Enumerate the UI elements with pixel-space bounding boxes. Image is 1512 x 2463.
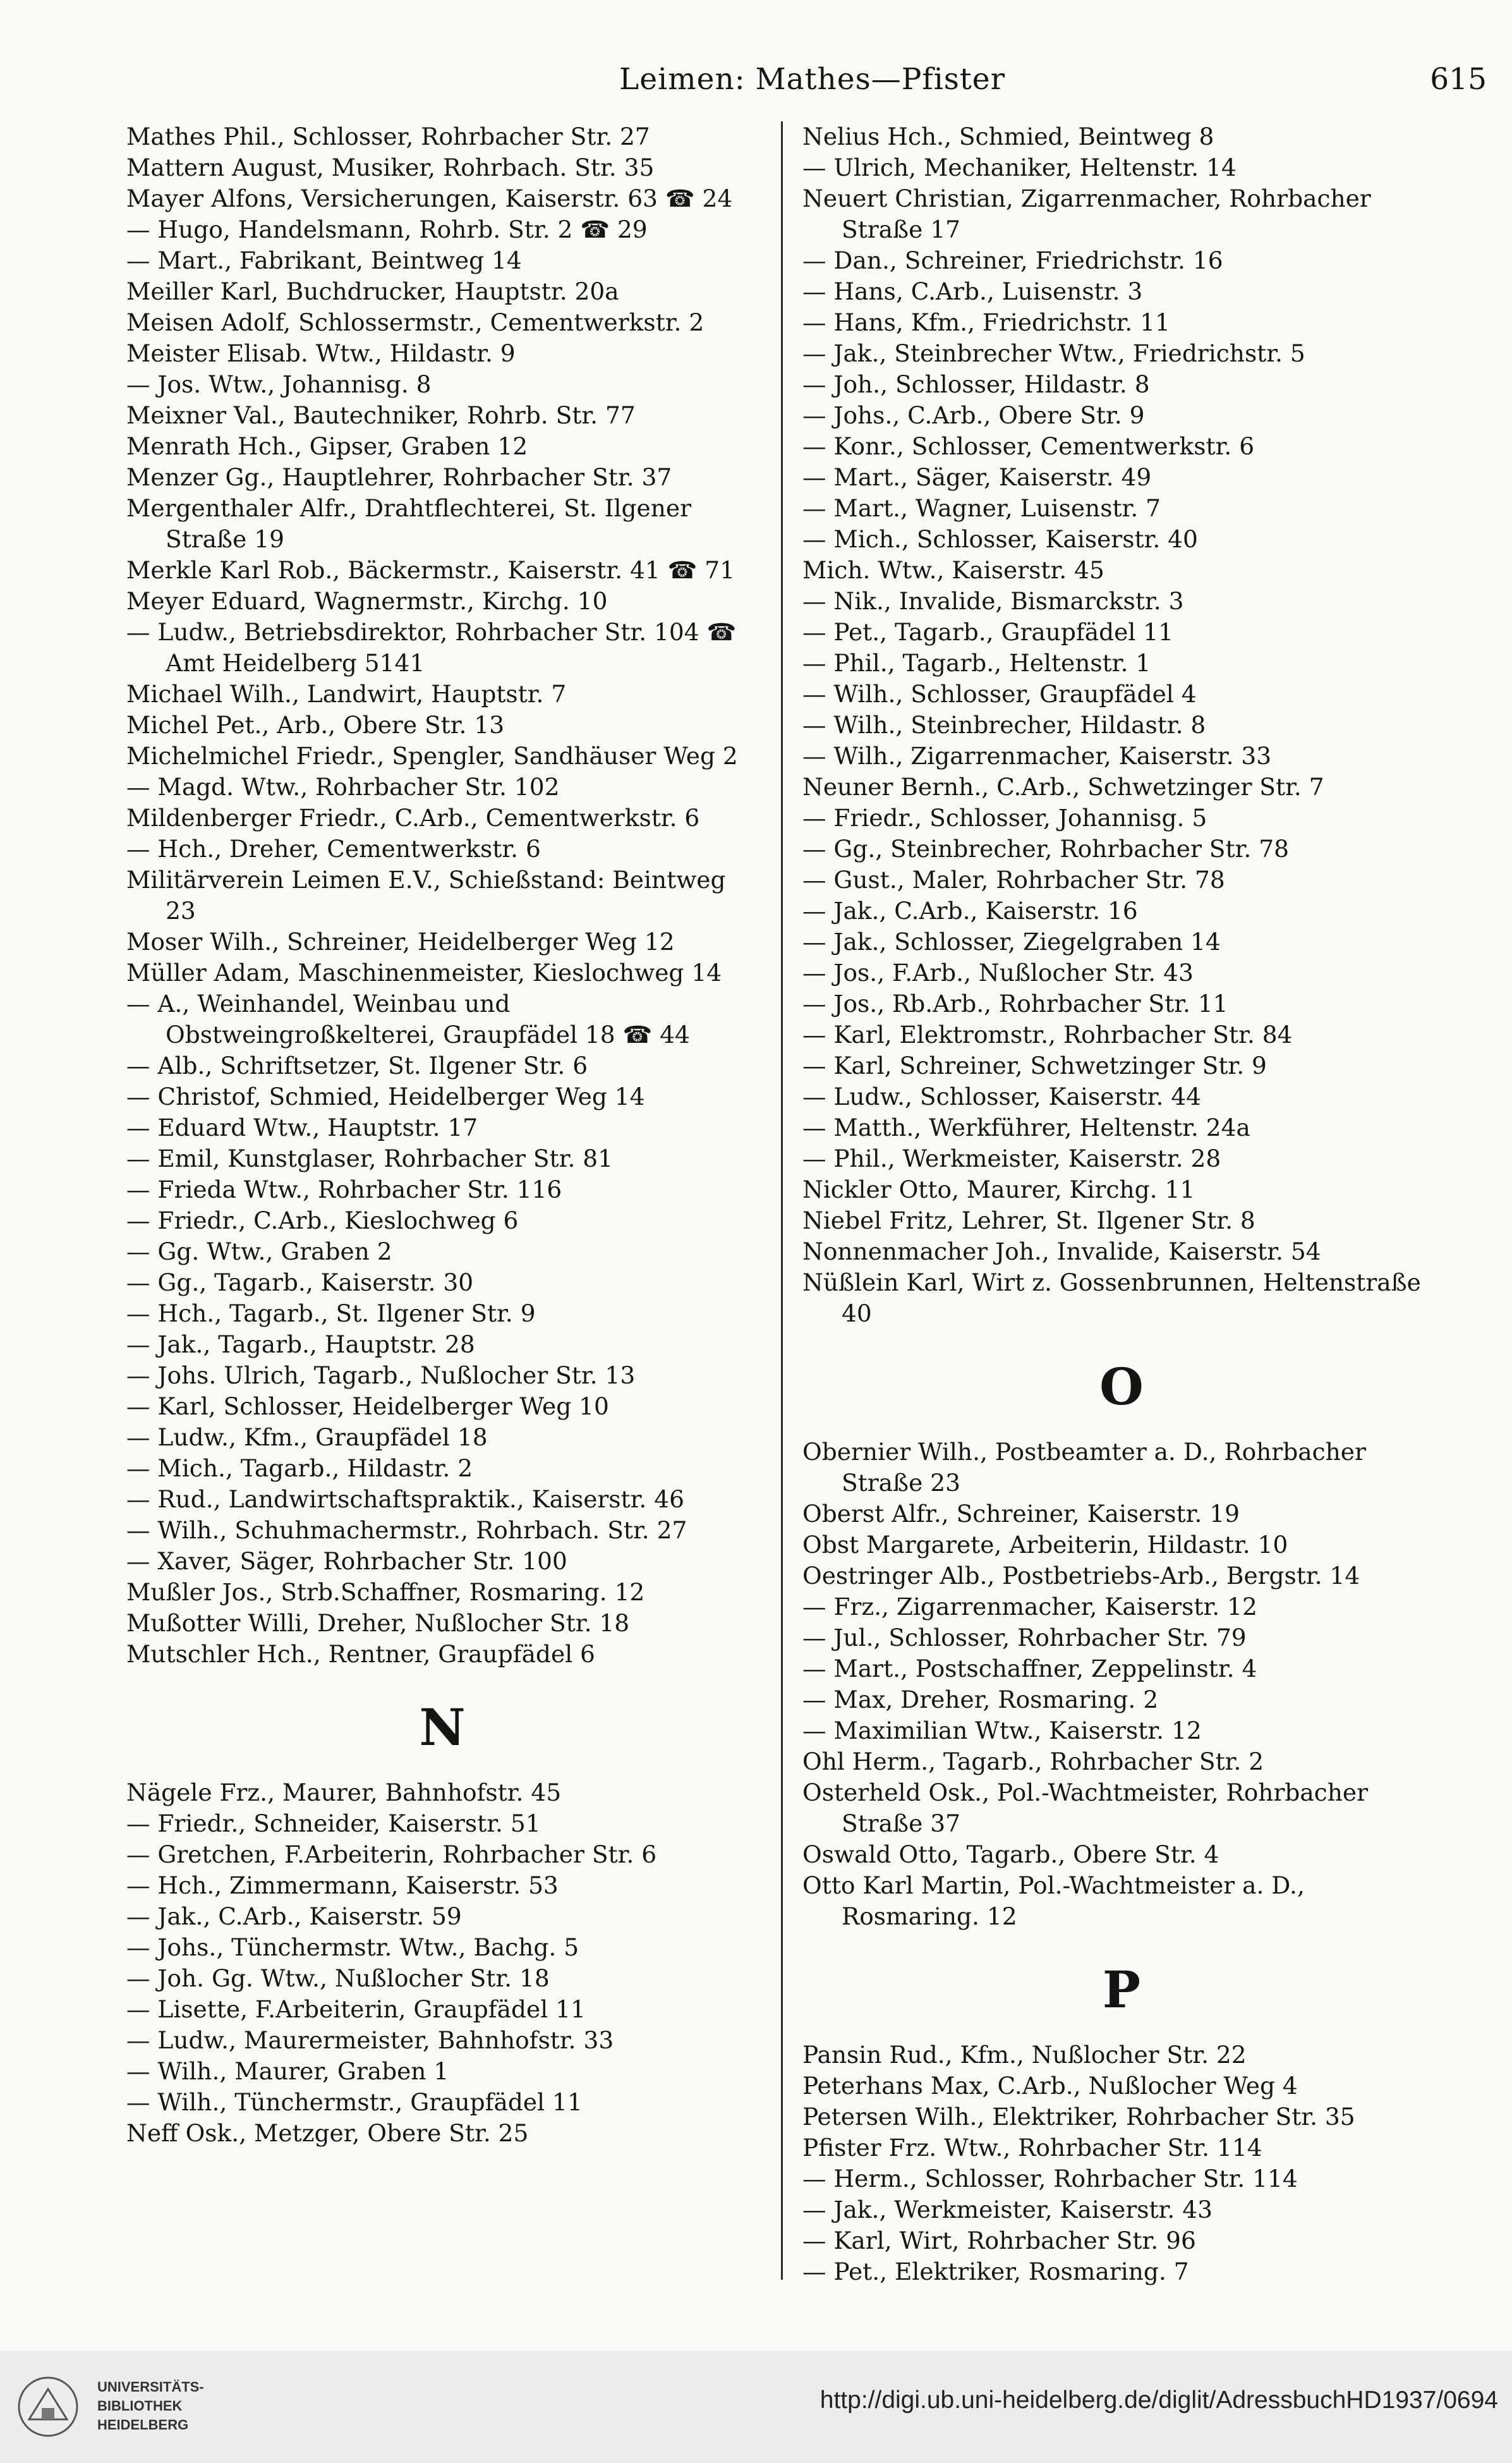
directory-entry: Moser Wilh., Schreiner, Heidelberger Weg 12 xyxy=(126,928,675,956)
directory-entry: Meyer Eduard, Wagnermstr., Kirchg. 10 xyxy=(126,587,608,615)
directory-entry: — Mart., Postschaffner, Zeppelinstr. 4 xyxy=(802,1655,1257,1682)
directory-entry: — Jak., C.Arb., Kaiserstr. 16 xyxy=(802,897,1138,925)
directory-entry: Pfister Frz. Wtw., Rohrbacher Str. 114 xyxy=(802,2134,1262,2162)
directory-entry: — Karl, Wirt, Rohrbacher Str. 96 xyxy=(802,2227,1196,2254)
directory-entry: — Johs., C.Arb., Obere Str. 9 xyxy=(802,401,1145,429)
directory-entry: — Gust., Maler, Rohrbacher Str. 78 xyxy=(802,866,1225,894)
directory-entry: — Eduard Wtw., Hauptstr. 17 xyxy=(126,1114,478,1141)
page-number: 615 xyxy=(1430,62,1487,97)
directory-entry: Oberst Alfr., Schreiner, Kaiserstr. 19 xyxy=(802,1500,1240,1528)
directory-entry: Nickler Otto, Maurer, Kirchg. 11 xyxy=(802,1176,1195,1203)
directory-entry: Pansin Rud., Kfm., Nußlocher Str. 22 xyxy=(802,2041,1247,2069)
directory-entry: — Gg., Tagarb., Kaiserstr. 30 xyxy=(126,1268,474,1296)
directory-entry: — Hans, Kfm., Friedrichstr. 11 xyxy=(802,308,1170,336)
directory-entry: — Jos. Wtw., Johannisg. 8 xyxy=(126,370,432,398)
directory-entry: Mußotter Willi, Dreher, Nußlocher Str. 18 xyxy=(126,1609,630,1637)
directory-entry: — Friedr., C.Arb., Kieslochweg 6 xyxy=(126,1207,519,1234)
source-url-link[interactable]: http://digi.ub.uni-heidelberg.de/diglit/AdressbuchHD1937/0694 xyxy=(820,2387,1498,2414)
directory-entry: — Wilh., Schlosser, Graupfädel 4 xyxy=(802,680,1197,708)
directory-entry: — Xaver, Säger, Rohrbacher Str. 100 xyxy=(126,1547,567,1575)
directory-entry: — Magd. Wtw., Rohrbacher Str. 102 xyxy=(126,773,560,801)
directory-entry: Nonnenmacher Joh., Invalide, Kaiserstr. 54 xyxy=(802,1238,1321,1265)
directory-entry: Michel Pet., Arb., Obere Str. 13 xyxy=(126,711,505,739)
directory-entry: — Matth., Werkführer, Heltenstr. 24a xyxy=(802,1114,1250,1141)
directory-entry: Menrath Hch., Gipser, Graben 12 xyxy=(126,432,528,460)
directory-entry: Mildenberger Friedr., C.Arb., Cementwerkstr. 6 xyxy=(126,804,700,832)
directory-entry: — Mart., Fabrikant, Beintweg 14 xyxy=(126,246,522,274)
page-header xyxy=(0,62,1512,113)
footer-bar xyxy=(0,2351,1512,2463)
directory-entry: — Frz., Zigarrenmacher, Kaiserstr. 12 xyxy=(802,1593,1257,1621)
directory-entry: — Jak., Werkmeister, Kaiserstr. 43 xyxy=(802,2196,1213,2223)
directory-entry: Peterhans Max, C.Arb., Nußlocher Weg 4 xyxy=(802,2072,1298,2100)
directory-entry: Obst Margarete, Arbeiterin, Hildastr. 10 xyxy=(802,1531,1288,1559)
logo-line: UNIVERSITÄTS- xyxy=(97,2379,204,2395)
directory-entry: Mußler Jos., Strb.Schaffner, Rosmaring. 12 xyxy=(126,1578,645,1606)
directory-entry: Mergenthaler Alfr., Drahtflechterei, St. Ilgener Straße 19 xyxy=(126,494,692,553)
directory-entry: — Karl, Schlosser, Heidelberger Weg 10 xyxy=(126,1392,609,1420)
directory-entry: — Gg. Wtw., Graben 2 xyxy=(126,1238,392,1265)
directory-entry: — Nik., Invalide, Bismarckstr. 3 xyxy=(802,587,1184,615)
directory-entry: — Friedr., Schlosser, Johannisg. 5 xyxy=(802,804,1207,832)
directory-entry: — Phil., Werkmeister, Kaiserstr. 28 xyxy=(802,1145,1221,1172)
directory-entry: — Hugo, Handelsmann, Rohrb. Str. 2 ☎ 29 xyxy=(126,216,648,243)
directory-entry: — Hans, C.Arb., Luisenstr. 3 xyxy=(802,277,1143,305)
directory-entry: — Pet., Tagarb., Graupfädel 11 xyxy=(802,618,1173,646)
directory-entry: — Mich., Tagarb., Hildastr. 2 xyxy=(126,1454,473,1482)
entry-list xyxy=(126,1777,758,2149)
directory-entry: Mathes Phil., Schlosser, Rohrbacher Str. 27 xyxy=(126,123,650,150)
directory-entry: — Wilh., Steinbrecher, Hildastr. 8 xyxy=(802,711,1206,739)
logo-line: HEIDELBERG xyxy=(97,2417,189,2433)
section-letter-n: N xyxy=(419,1698,466,1757)
directory-entry: — Mart., Wagner, Luisenstr. 7 xyxy=(802,494,1161,522)
directory-entry: — Johs., Tünchermstr. Wtw., Bachg. 5 xyxy=(126,1933,579,1961)
entry-list xyxy=(802,2040,1441,2287)
directory-entry: — Ludw., Kfm., Graupfädel 18 xyxy=(126,1423,488,1451)
directory-entry: — Herm., Schlosser, Rohrbacher Str. 114 xyxy=(802,2165,1298,2192)
directory-entry: Mattern August, Musiker, Rohrbach. Str. 35 xyxy=(126,154,655,181)
directory-entry: — Ludw., Maurermeister, Bahnhofstr. 33 xyxy=(126,2026,614,2054)
directory-entry: — Jak., Schlosser, Ziegelgraben 14 xyxy=(802,928,1221,956)
directory-entry: Osterheld Osk., Pol.-Wachtmeister, Rohrbacher Straße 37 xyxy=(802,1779,1369,1837)
directory-entry: — Karl, Schreiner, Schwetzinger Str. 9 xyxy=(802,1052,1267,1079)
directory-entry: Mayer Alfons, Versicherungen, Kaiserstr. 63 ☎ 24 xyxy=(126,185,733,212)
directory-entry: — Jos., Rb.Arb., Rohrbacher Str. 11 xyxy=(802,990,1228,1018)
directory-entry: Meister Elisab. Wtw., Hildastr. 9 xyxy=(126,339,516,367)
directory-entry: — Gg., Steinbrecher, Rohrbacher Str. 78 xyxy=(802,835,1289,863)
logo-text xyxy=(97,2378,204,2435)
section-letter-o: O xyxy=(1099,1357,1144,1416)
directory-entry: Ohl Herm., Tagarb., Rohrbacher Str. 2 xyxy=(802,1748,1264,1775)
directory-entry: — Mich., Schlosser, Kaiserstr. 40 xyxy=(802,525,1198,553)
directory-entry: — Ulrich, Mechaniker, Heltenstr. 14 xyxy=(802,154,1237,181)
directory-entry: — Ludw., Schlosser, Kaiserstr. 44 xyxy=(802,1083,1202,1110)
directory-entry: Müller Adam, Maschinenmeister, Kieslochweg 14 xyxy=(126,959,722,987)
library-logo xyxy=(16,2375,204,2438)
directory-entry: — Johs. Ulrich, Tagarb., Nußlocher Str. 13 xyxy=(126,1361,636,1389)
directory-entry: — Jak., Steinbrecher Wtw., Friedrichstr. 5 xyxy=(802,339,1305,367)
directory-entry: Oswald Otto, Tagarb., Obere Str. 4 xyxy=(802,1840,1219,1868)
directory-entry: — Wilh., Zigarrenmacher, Kaiserstr. 33 xyxy=(802,742,1272,770)
directory-entry: — Gretchen, F.Arbeiterin, Rohrbacher Str. 6 xyxy=(126,1840,657,1868)
running-head: Leimen: Mathes—Pfister xyxy=(619,62,1006,97)
directory-entry: — Karl, Elektromstr., Rohrbacher Str. 84 xyxy=(802,1021,1293,1049)
directory-entry: — Ludw., Betriebsdirektor, Rohrbacher Str. 104 ☎ Amt Heidelberg 5141 xyxy=(126,618,737,677)
directory-entry: — Jul., Schlosser, Rohrbacher Str. 79 xyxy=(802,1624,1247,1651)
directory-entry: — Lisette, F.Arbeiterin, Graupfädel 11 xyxy=(126,1995,586,2023)
left-column xyxy=(126,121,758,2149)
directory-entry: Niebel Fritz, Lehrer, St. Ilgener Str. 8 xyxy=(802,1207,1255,1234)
directory-entry: Meisen Adolf, Schlossermstr., Cementwerkstr. 2 xyxy=(126,308,705,336)
directory-entry: — Frieda Wtw., Rohrbacher Str. 116 xyxy=(126,1176,562,1203)
directory-entry: — Jos., F.Arb., Nußlocher Str. 43 xyxy=(802,959,1194,987)
directory-entry: — Christof, Schmied, Heidelberger Weg 14 xyxy=(126,1083,645,1110)
library-emblem-icon xyxy=(16,2375,86,2438)
entry-list xyxy=(802,1437,1441,1932)
directory-entry: Nüßlein Karl, Wirt z. Gossenbrunnen, Heltenstraße 40 xyxy=(802,1268,1421,1327)
directory-entry: Meiller Karl, Buchdrucker, Hauptstr. 20a xyxy=(126,277,619,305)
directory-entry: Neuert Christian, Zigarrenmacher, Rohrbacher Straße 17 xyxy=(802,185,1371,243)
directory-entry: — A., Weinhandel, Weinbau und Obstweingroßkelterei, Graupfädel 18 ☎ 44 xyxy=(126,990,690,1049)
directory-entry: — Emil, Kunstglaser, Rohrbacher Str. 81 xyxy=(126,1145,613,1172)
directory-entry: — Maximilian Wtw., Kaiserstr. 12 xyxy=(802,1717,1202,1744)
directory-entry: — Hch., Dreher, Cementwerkstr. 6 xyxy=(126,835,541,863)
directory-entry: Nelius Hch., Schmied, Beintweg 8 xyxy=(802,123,1214,150)
directory-entry: — Konr., Schlosser, Cementwerkstr. 6 xyxy=(802,432,1255,460)
directory-entry: Neff Osk., Metzger, Obere Str. 25 xyxy=(126,2119,529,2147)
directory-entry: — Wilh., Maurer, Graben 1 xyxy=(126,2057,449,2085)
directory-entry: — Phil., Tagarb., Heltenstr. 1 xyxy=(802,649,1151,677)
directory-entry: — Pet., Elektriker, Rosmaring. 7 xyxy=(802,2258,1189,2285)
directory-entry: Obernier Wilh., Postbeamter a. D., Rohrbacher Straße 23 xyxy=(802,1438,1366,1497)
directory-entry: — Wilh., Schuhmachermstr., Rohrbach. Str. 27 xyxy=(126,1516,687,1544)
directory-entry: Menzer Gg., Hauptlehrer, Rohrbacher Str. 37 xyxy=(126,463,672,491)
directory-entry: — Hch., Tagarb., St. Ilgener Str. 9 xyxy=(126,1299,536,1327)
directory-entry: — Max, Dreher, Rosmaring. 2 xyxy=(802,1686,1159,1713)
directory-entry: Michael Wilh., Landwirt, Hauptstr. 7 xyxy=(126,680,567,708)
column-divider xyxy=(781,121,783,2280)
entry-list xyxy=(126,121,758,1670)
logo-line: BIBLIOTHEK xyxy=(97,2398,183,2414)
directory-entry: Militärverein Leimen E.V., Schießstand: Beintweg 23 xyxy=(126,866,726,925)
directory-entry: Mutschler Hch., Rentner, Graupfädel 6 xyxy=(126,1640,595,1668)
directory-entry: — Hch., Zimmermann, Kaiserstr. 53 xyxy=(126,1871,559,1899)
directory-entry: Nägele Frz., Maurer, Bahnhofstr. 45 xyxy=(126,1779,562,1806)
directory-entry: Oestringer Alb., Postbetriebs-Arb., Bergstr. 14 xyxy=(802,1562,1360,1590)
directory-entry: Otto Karl Martin, Pol.-Wachtmeister a. D., Rosmaring. 12 xyxy=(802,1871,1305,1930)
directory-entry: — Mart., Säger, Kaiserstr. 49 xyxy=(802,463,1152,491)
directory-entry: — Friedr., Schneider, Kaiserstr. 51 xyxy=(126,1809,541,1837)
directory-entry: — Joh. Gg. Wtw., Nußlocher Str. 18 xyxy=(126,1964,550,1992)
directory-entry: Mich. Wtw., Kaiserstr. 45 xyxy=(802,556,1104,584)
directory-entry: Neuner Bernh., C.Arb., Schwetzinger Str. 7 xyxy=(802,773,1324,801)
directory-entry: — Dan., Schreiner, Friedrichstr. 16 xyxy=(802,246,1223,274)
directory-entry: — Wilh., Tünchermstr., Graupfädel 11 xyxy=(126,2088,583,2116)
directory-entry: — Alb., Schriftsetzer, St. Ilgener Str. 6 xyxy=(126,1052,588,1079)
entry-list xyxy=(802,121,1441,1329)
directory-entry: Meixner Val., Bautechniker, Rohrb. Str. 77 xyxy=(126,401,636,429)
section-letter-p: P xyxy=(1102,1960,1141,2019)
right-column xyxy=(802,121,1441,2287)
directory-entry: — Rud., Landwirtschaftspraktik., Kaiserstr. 46 xyxy=(126,1485,684,1513)
directory-entry: Merkle Karl Rob., Bäckermstr., Kaiserstr. 41 ☎ 71 xyxy=(126,556,735,584)
directory-entry: — Jak., Tagarb., Hauptstr. 28 xyxy=(126,1330,475,1358)
directory-entry: Michelmichel Friedr., Spengler, Sandhäuser Weg 2 xyxy=(126,742,738,770)
directory-entry: Petersen Wilh., Elektriker, Rohrbacher Str. 35 xyxy=(802,2103,1355,2131)
directory-entry: — Joh., Schlosser, Hildastr. 8 xyxy=(802,370,1150,398)
directory-entry: — Jak., C.Arb., Kaiserstr. 59 xyxy=(126,1902,462,1930)
